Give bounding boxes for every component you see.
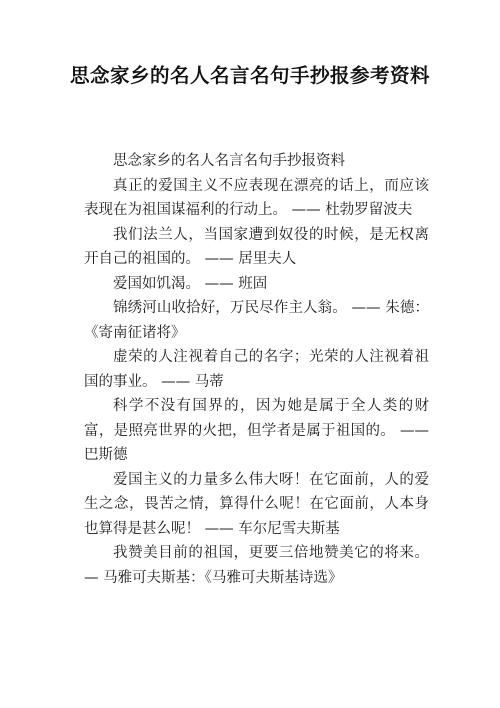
quote-paragraph: 我赞美目前的祖国，更要三倍地赞美它的将来。 — 马雅可夫斯基：《马雅可夫斯基诗选》 <box>84 545 429 586</box>
quote-paragraph: 真正的爱国主义不应表现在漂亮的话上，而应该表现在为祖国谋福利的行动上。 —— 杜勃罗留波夫 <box>84 177 429 218</box>
quote-paragraph: 虚荣的人注视着自己的名字；光荣的人注视着祖国的事业。 —— 马蒂 <box>84 349 429 390</box>
quote-paragraph: 爱国主义的力量多么伟大呀！在它面前，人的爱生之念，畏苦之情，算得什么呢！在它面前，人本身也算得是甚么呢！ —— 车尔尼雪夫斯基 <box>84 471 429 537</box>
document-title: 思念家乡的名人名言名句手抄报参考资料 <box>69 64 430 87</box>
paragraph-heading: 思念家乡的名人名言名句手抄报资料 <box>113 153 345 169</box>
quote-paragraph: 科学不没有国界的，因为她是属于全人类的财富，是照亮世界的火把，但学者是属于祖国的。 —— 巴斯德 <box>84 398 429 463</box>
quote-paragraph: 爱国如饥渴。 —— 班固 <box>113 275 268 292</box>
quote-paragraph: 我们法兰人，当国家遭到奴役的时候，是无权离开自己的祖国的。 —— 居里夫人 <box>84 226 429 267</box>
document-body <box>84 149 429 590</box>
quote-paragraph: 锦绣河山收拾好，万民尽作主人翁。 —— 朱德：《寄南征诸将》 <box>84 300 429 341</box>
